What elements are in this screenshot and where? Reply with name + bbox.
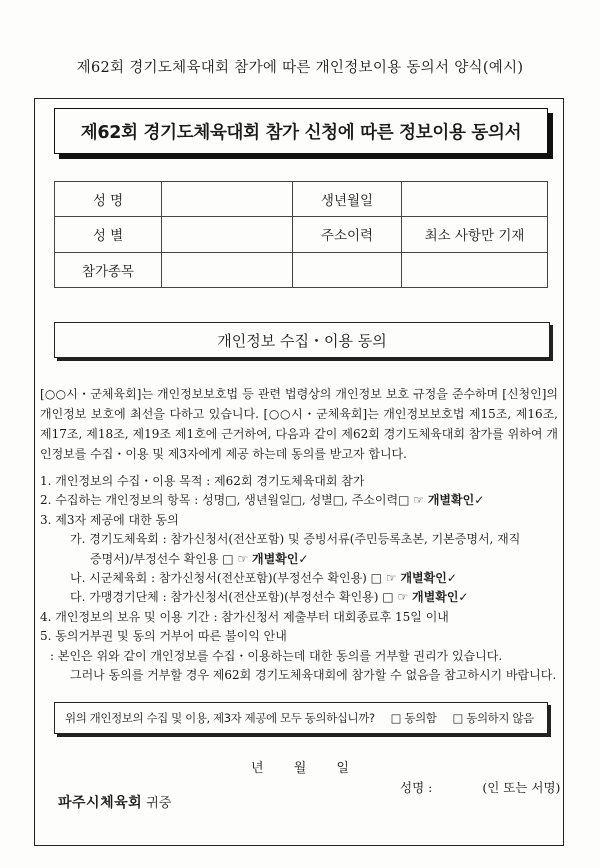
item-refusal: 5. 동의거부권 및 동의 거부어 따른 불이익 안내 [40,629,287,644]
consent-box [54,702,548,734]
name-field[interactable] [162,182,293,217]
checkmark-icon: ✓ [458,590,469,605]
recipient-suffix: 귀중 [146,796,172,811]
terms-list [40,472,558,685]
agree-checkbox[interactable]: □ 동의함 [390,711,437,725]
organization-name: 파주시체육회 [58,795,143,811]
item-third-party: 3. 제3자 제공에 대한 동의 [40,512,179,527]
address-field[interactable]: 최소 사항만 기재 [402,217,548,252]
intro-paragraph: [○○시・군체육회]는 개인정보보호법 등 관련 법령상의 개인정보 보호 규정을 준수하며 [신청인]의 개인정보 보호에 최선을 다하고 있습니다. [○○시・군체육회]는 개인정보보호법 제15조, 제16조, 제17조, 제18조, 제19조 제1호에 근거하여, 다음과 같이 제62회 경기도체육대회 참가를 위하여 개인정보를 수집・이용 및 제3자에게 제공 하는데 동의를 받고자 합니다. [40,387,558,461]
event-label: 참가종목 [55,252,162,287]
disagree-checkbox[interactable]: □ 동의하지 않음 [452,711,534,725]
section-title: 개인정보 수집・이용 동의 [54,322,550,358]
item-refusal-1: : 본인은 위와 같이 개인정보를 수집・이용하는데 대한 동의를 거부할 권리가 있습니다. [50,648,503,663]
checkmark-icon: ✓ [298,551,309,566]
signature-note: (인 또는 서명) [482,780,561,795]
checkmark-icon: ✓ [446,571,457,586]
pointer-icon: ☞ [413,493,425,508]
recipient-line [58,792,171,812]
signature-line [400,778,560,796]
pointer-icon: ☞ [397,590,409,605]
item-third-b: 나. 시군체육회 : 참가신청서(전산포함)(부정선수 확인용) □ ☞ 개별확인✓ [70,571,457,586]
item-third-a: 가. 경기도체육회 : 참가신청서(전산포함) 및 증빙서류(주민등록초본, 기본증명서, 재직 [70,532,521,547]
birth-label: 생년월일 [293,182,402,217]
item-refusal-2: 그러나 동의를 거부할 경우 제62회 경기도체육대회에 참가할 수 없음을 참고하시기 바랍니다. [70,668,557,683]
checkmark-icon: ✓ [474,493,485,508]
applicant-info-table [54,181,548,288]
item-third-c: 다. 가맹경기단체 : 참가신청서(전산포함)(부정선수 확인용) □ ☞ 개별확인✓ [70,590,469,605]
address-label: 주소이력 [293,217,402,252]
name-label: 성 명 [55,182,162,217]
item-third-a-cont: 증명서)/부정선수 확인용 □ ☞ 개별확인✓ [90,551,309,566]
gender-field[interactable] [162,217,293,252]
blank-cell [293,252,402,287]
signature-label: 성명 : [400,780,433,795]
pointer-icon: ☞ [385,571,397,586]
gender-label: 성 별 [55,217,162,252]
item-retention: 4. 개인정보의 보유 및 이용 기간 : 참가신청서 제출부터 대회종료후 15일 이내 [40,609,449,624]
page-title: 제62회 경기도체육대회 참가에 따른 개인정보이용 동의서 양식(예시) [76,60,524,76]
item-purpose: 1. 개인정보의 수집・이용 목적 : 제62회 경기도체육대회 참가 [40,474,365,488]
blank-cell [402,252,548,287]
birth-field[interactable] [402,182,548,217]
consent-question: 위의 개인정보의 수집 및 이용, 제3자 제공에 모두 동의하십니까? [65,711,375,725]
form-title: 제62회 경기도체육대회 참가 신청에 따른 정보이용 동의서 [54,108,548,154]
event-field[interactable] [162,252,293,287]
pointer-icon: ☞ [237,551,249,566]
item-fields: 2. 수집하는 개인정보의 항목 : 성명□, 생년월일□, 성별□, 주소이력□ ☞ 개별확인✓ [40,493,485,508]
date-line: 년 월 일 [251,761,349,776]
